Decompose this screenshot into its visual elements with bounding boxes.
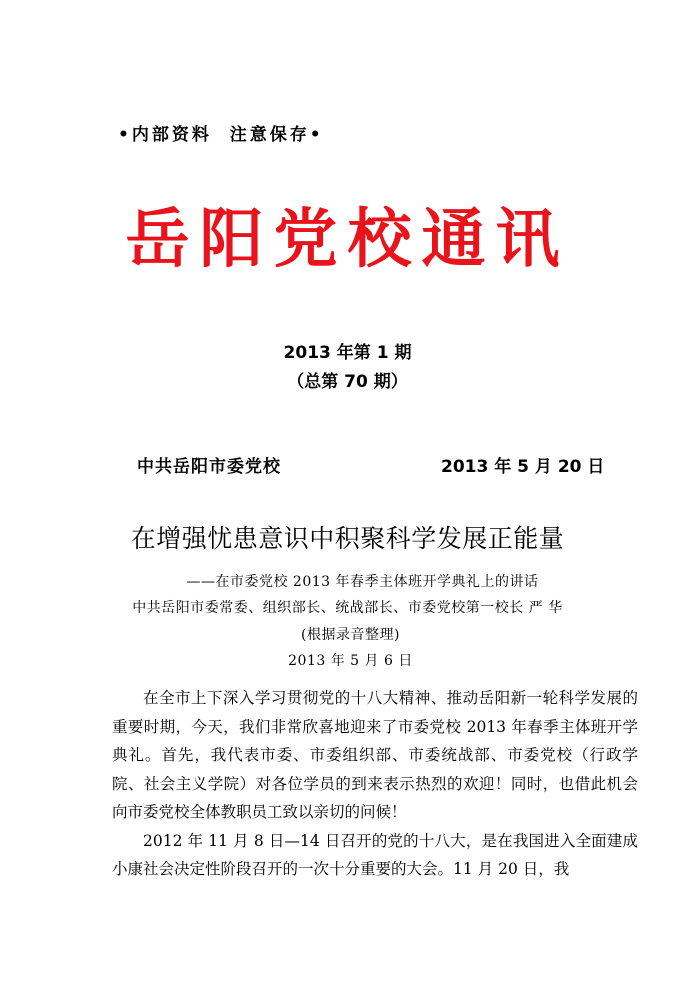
paragraph: 2012 年 11 月 8 日—14 日召开的党的十八大，是在我国进入全面建成小康社会决定性阶段召开的一次十分重要的大会。11 月 20 日，我	[112, 831, 638, 878]
paragraph: 在全市上下深入学习贯彻党的十八大精神、推动岳阳新一轮科学发展的重要时期，今天，我们非常欣喜地迎来了市委党校 2013 年春季主体班开学典礼。首先，我代表市委、市委组织部、市委统战部、市委党校（行政学院、社会主义学院）对各位学员的到来表示热烈的欢迎！同时，也借此机会向市委党校全体教职员工致以亲切的问候！	[112, 689, 638, 821]
article-note: (根据录音整理)	[301, 627, 400, 643]
article-subtitle: ——在市委党校 2013 年春季主体班开学典礼上的讲话	[186, 574, 539, 590]
issue-number: 2013 年第 1 期	[283, 343, 412, 363]
speech-date: 2013 年 5 月 6 日	[288, 653, 413, 669]
publication-date: 2013 年 5 月 20 日	[441, 457, 605, 477]
publisher: 中共岳阳市委党校	[137, 457, 281, 477]
article-body	[112, 684, 638, 884]
issue-total: （总第 70 期）	[287, 372, 408, 392]
masthead-title: 岳阳党校通讯	[125, 202, 570, 277]
internal-notice: •内部资料 注意保存•	[118, 125, 324, 145]
article-title: 在增强忧患意识中积聚科学发展正能量	[130, 524, 565, 553]
article-speaker: 中共岳阳市委常委、组织部长、统战部长、市委党校第一校长 严 华	[132, 600, 563, 616]
